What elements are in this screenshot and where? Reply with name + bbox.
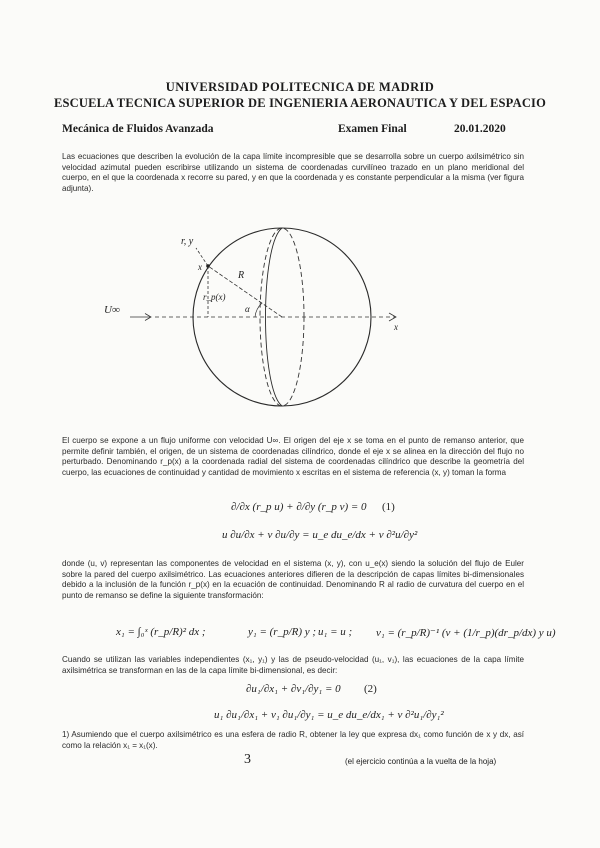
continues-note: (el ejercicio continúa a la vuelta de la hoja)	[345, 757, 497, 766]
equation-momentum: u ∂u/∂x + v ∂u/∂y = u_e du_e/dx + ν ∂²u/∂y²	[222, 529, 418, 541]
label-uinf: U∞	[104, 304, 120, 316]
equation-2d-momentum: u₁ ∂u₁/∂x₁ + v₁ ∂u₁/∂y₁ = u_e du_e/dx₁ + ν ∂²u₁/∂y₁²	[214, 709, 444, 721]
equation-continuity: ∂/∂x (r_p u) + ∂/∂y (r_p v) = 0	[231, 501, 367, 513]
page-number: 3	[244, 752, 251, 767]
university-title: UNIVERSIDAD POLITECNICA DE MADRID	[165, 80, 435, 94]
exam-date: 20.01.2020	[454, 123, 506, 135]
label-alpha: α	[245, 304, 250, 314]
equation-2d-continuity: ∂u₁/∂x₁ + ∂v₁/∂y₁ = 0	[246, 683, 341, 695]
label-ry: r, y	[181, 236, 194, 247]
exam-type: Examen Final	[338, 123, 407, 135]
label-rp: r_p(x)	[203, 292, 226, 302]
equation-tag-1: (1)	[382, 501, 395, 513]
definition-paragraph: donde (u, v) representan las componentes de velocidad en el sistema (x, y), con u_e(x) siendo la solución del flujo de Euler sobre la pared del cuerpo axilsimétrico. Las ecuaciones anteriores difieren de la descripción de capas límites bi-dimensionales debido a la inclusión de la función r_p(x) en la ecuación de continuidad. Denominando R al radio de curvatura del cuerpo en el punto de remanso se define la siguiente transformación:	[62, 559, 524, 600]
label-x-point: x	[198, 262, 202, 272]
course-name: Mecánica de Fluidos Avanzada	[62, 123, 214, 135]
body-paragraph: El cuerpo se expone a un flujo uniforme con velocidad U∞. El origen del eje x se toma en el punto de remanso anterior, que permite definir también, el origen, de un sistema de coordenadas cilíndrico, donde el eje x se alinea en la dirección del flujo no perturbado. Denominando r_p(x) a la coordenada radial del sistema de coordenadas cilíndrico que describe la geometría del cuerpo, las ecuaciones de continuidad y cantidad de movimiento x escritas en el sistema de referencia (x, y) toman la forma	[62, 436, 524, 477]
equation-tag-2: (2)	[364, 683, 377, 695]
transform-v1: v₁ = (r_p/R)⁻¹ (v + (1/r_p)(dr_p/dx) y u)	[376, 627, 556, 639]
question-1: 1) Asumiendo que el cuerpo axilsimétrico es una esfera de radio R, obtener la ley que expresa dx₁ como función de x y dx, así como la relación x₁ = x₁(x).	[62, 730, 524, 750]
intro-paragraph: Las ecuaciones que describen la evolución de la capa límite incompresible que se desarrolla sobre un cuerpo axilsimétrico sin velocidad azimutal pueden escribirse utilizando un sistema de coordenadas curvilíneo trazado en un plano meridional del cuerpo, en el que la coordenada x recorre su pared, y en que la coordenada y es constante perpendicular a la misma (ver figura adjunta).	[62, 152, 524, 193]
label-x-axis: x	[394, 322, 398, 332]
transform-y1: y₁ = (r_p/R) y ;	[248, 626, 317, 638]
label-R: R	[238, 270, 245, 281]
transform-paragraph: Cuando se utilizan las variables independientes (x₁, y₁) y las de pseudo-velocidad (u₁, v₁), las ecuaciones de la capa límite axilsimétrica se transforman en las de la capa límite bi-dimensional, es decir:	[62, 655, 524, 675]
transform-u1: u₁ = u ;	[318, 626, 353, 638]
transform-x1: x₁ = ∫₀ˣ (r_p/R)² dx ;	[116, 626, 206, 638]
school-title: ESCUELA TECNICA SUPERIOR DE INGENIERIA AERONAUTICA Y DEL ESPACIO	[53, 96, 547, 110]
